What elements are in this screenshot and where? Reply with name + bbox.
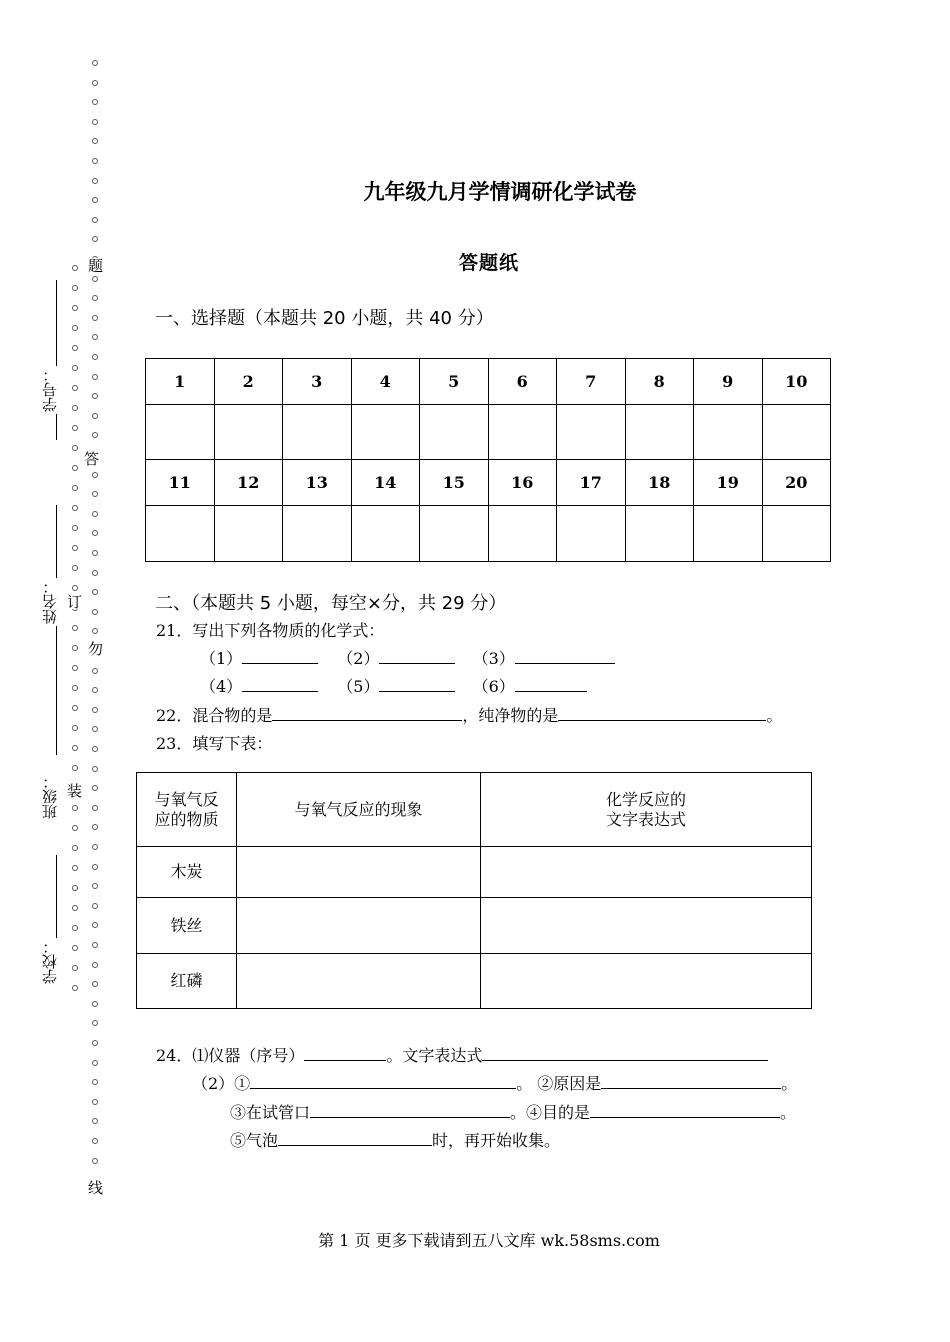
binding-dot	[92, 922, 98, 928]
q24-line1	[156, 1042, 768, 1070]
binding-dot	[92, 119, 98, 125]
answer-cell[interactable]	[762, 506, 831, 562]
binding-dot	[92, 864, 98, 870]
answer-cell[interactable]	[283, 405, 352, 460]
reaction-col1-header	[137, 773, 237, 847]
answer-cell[interactable]	[557, 405, 626, 460]
seal-word-ding: 订	[65, 594, 83, 609]
question-number-cell: 2	[214, 359, 283, 405]
q21-blank-2[interactable]	[379, 645, 455, 664]
seal-word-da: 答	[82, 451, 100, 466]
binding-dot	[72, 945, 78, 951]
binding-dot	[92, 805, 98, 811]
answer-cell[interactable]	[694, 405, 763, 460]
binding-dot	[72, 465, 78, 471]
q21-blank-3[interactable]	[515, 645, 615, 664]
binding-dot	[92, 158, 98, 164]
q21-p1: （1）	[200, 649, 243, 668]
question-number-cell: 11	[146, 460, 215, 506]
binding-dot	[92, 99, 98, 105]
question-number-cell: 12	[214, 460, 283, 506]
seal-word-wu: 勿	[86, 641, 104, 656]
answer-cell[interactable]	[420, 506, 489, 562]
reaction-expression-cell[interactable]	[481, 954, 812, 1009]
answer-cell[interactable]	[557, 506, 626, 562]
binding-dot	[72, 405, 78, 411]
answer-cell[interactable]	[762, 405, 831, 460]
q21-blank-6[interactable]	[515, 673, 587, 692]
binding-dot	[92, 1158, 98, 1164]
binding-dot	[72, 425, 78, 431]
q21-p6: （6）	[472, 677, 515, 696]
binding-dot	[92, 60, 98, 66]
binding-dot	[92, 785, 98, 791]
q24-p1-blank[interactable]	[250, 1070, 516, 1089]
binding-dot	[92, 962, 98, 968]
binding-dot	[92, 942, 98, 948]
answer-cell[interactable]	[146, 405, 215, 460]
binding-dot	[92, 236, 98, 242]
binding-dot	[92, 354, 98, 360]
binding-dot	[72, 365, 78, 371]
choice-answer-grid	[145, 358, 831, 562]
binding-dot	[72, 625, 78, 631]
q24-line3	[230, 1099, 796, 1127]
reaction-col3-header	[481, 773, 812, 847]
question-number-cell: 18	[625, 460, 694, 506]
question-number-cell: 6	[488, 359, 557, 405]
binding-dot	[92, 746, 98, 752]
binding-dot	[72, 705, 78, 711]
binding-dot	[92, 903, 98, 909]
q21-blank-1[interactable]	[242, 645, 318, 664]
reaction-phenomenon-cell[interactable]	[237, 954, 481, 1009]
q21-p3: （3）	[472, 649, 515, 668]
q24-tube-blank[interactable]	[310, 1099, 510, 1118]
class-label: 班级：	[38, 773, 62, 821]
answer-cell[interactable]	[625, 506, 694, 562]
q23-stem: 23．填写下表：	[156, 734, 273, 753]
binding-dot	[92, 530, 98, 536]
q21-p5: （5）	[337, 677, 380, 696]
q24-bubble-label: ⑤气泡	[230, 1131, 279, 1150]
binding-dot	[92, 138, 98, 144]
binding-dot	[92, 334, 98, 340]
binding-dot	[92, 570, 98, 576]
q24-bubble-blank[interactable]	[278, 1127, 432, 1146]
answer-cell[interactable]	[694, 506, 763, 562]
binding-dot	[92, 1099, 98, 1105]
reaction-row-substance: 铁丝	[137, 898, 237, 954]
binding-dot	[92, 609, 98, 615]
binding-dot	[72, 865, 78, 871]
binding-dot	[92, 491, 98, 497]
q24-purpose-blank[interactable]	[590, 1099, 780, 1118]
seal-word-zhuang: 装	[65, 783, 83, 798]
answer-cell[interactable]	[214, 506, 283, 562]
binding-dot	[92, 393, 98, 399]
answer-cell[interactable]	[146, 506, 215, 562]
binding-dot	[72, 765, 78, 771]
binding-dot	[72, 905, 78, 911]
question-number-cell: 8	[625, 359, 694, 405]
binding-dot	[92, 550, 98, 556]
binding-dot	[72, 525, 78, 531]
q22-pure-label: ，纯净物的是	[462, 706, 559, 725]
q21-blank-4[interactable]	[242, 673, 318, 692]
binding-dot	[92, 668, 98, 674]
binding-dot	[72, 445, 78, 451]
binding-dot	[72, 485, 78, 491]
binding-dot	[72, 345, 78, 351]
binding-dot	[92, 315, 98, 321]
page-footer: 第 1 页 更多下载请到五八文库 wk.58sms.com	[318, 1231, 660, 1250]
binding-dot	[72, 305, 78, 311]
binding-dot	[92, 80, 98, 86]
binding-dot	[92, 374, 98, 380]
question-number-cell: 20	[762, 460, 831, 506]
question-number-cell: 14	[351, 460, 420, 506]
binding-dot	[92, 687, 98, 693]
binding-dot	[92, 766, 98, 772]
col1-line2: 应的物质	[154, 809, 219, 829]
question-number-cell: 19	[694, 460, 763, 506]
seal-word-ti: 题	[86, 258, 104, 273]
binding-dot	[72, 925, 78, 931]
col1-line1: 与氧气反	[154, 789, 219, 809]
binding-dot	[92, 1001, 98, 1007]
binding-dot	[72, 585, 78, 591]
name-label: 姓名：	[38, 578, 62, 626]
question-number-cell: 1	[146, 359, 215, 405]
binding-dot	[92, 726, 98, 732]
binding-dot	[92, 1040, 98, 1046]
binding-dot	[92, 883, 98, 889]
number-label: 学号：	[38, 366, 62, 414]
binding-dot	[92, 1020, 98, 1026]
q22-mixture-blank[interactable]	[272, 702, 462, 721]
binding-dotted-line	[92, 60, 102, 1180]
q24-line2-end: 。	[781, 1074, 798, 1093]
binding-dot	[92, 432, 98, 438]
q24-expression-blank[interactable]	[482, 1042, 768, 1061]
q24-instrument-label: 24．⑴仪器（序号）	[156, 1046, 305, 1065]
binding-dot	[72, 825, 78, 831]
binding-dot	[72, 725, 78, 731]
question-number-cell: 15	[420, 460, 489, 506]
binding-dot	[72, 805, 78, 811]
q21-row1	[200, 645, 615, 673]
reaction-row-substance: 木炭	[137, 847, 237, 898]
answer-cell[interactable]	[214, 405, 283, 460]
binding-dot	[72, 745, 78, 751]
col3-line2: 文字表达式	[605, 809, 686, 829]
section1-heading: 一、选择题（本题共 20 小题，共 40 分）	[155, 308, 494, 329]
answer-cell[interactable]	[420, 405, 489, 460]
q22-line	[156, 702, 782, 730]
answer-cell[interactable]	[351, 405, 420, 460]
binding-dot	[92, 824, 98, 830]
binding-inner-dotted-line	[72, 265, 82, 1000]
question-number-cell: 4	[351, 359, 420, 405]
name-class-underline	[56, 505, 57, 755]
q24-tube-label: ③在试管口	[230, 1103, 311, 1122]
answer-cell[interactable]	[283, 506, 352, 562]
answer-cell[interactable]	[625, 405, 694, 460]
binding-dot	[72, 565, 78, 571]
binding-dot	[92, 1060, 98, 1066]
binding-dot	[92, 844, 98, 850]
seal-word-xian: 线	[86, 1180, 104, 1195]
q24-p1-label: （2）①	[192, 1074, 251, 1093]
binding-dot	[72, 985, 78, 991]
question-number-cell: 16	[488, 460, 557, 506]
reaction-expression-cell[interactable]	[481, 898, 812, 954]
binding-dot	[92, 707, 98, 713]
binding-dot	[72, 665, 78, 671]
binding-dot	[92, 1079, 98, 1085]
answer-cell[interactable]	[351, 506, 420, 562]
answer-sheet-subtitle: 答题纸	[458, 252, 519, 274]
binding-dot	[92, 981, 98, 987]
question-number-cell: 17	[557, 460, 626, 506]
binding-dot	[72, 505, 78, 511]
binding-dot	[92, 1138, 98, 1144]
school-label: 学校：	[38, 938, 62, 986]
q21-stem: 21．写出下列各物质的化学式：	[156, 621, 385, 640]
section2-heading: 二、（本题共 5 小题，每空×分，共 29 分）	[155, 593, 507, 614]
q24-line2	[192, 1070, 797, 1098]
question-number-cell: 13	[283, 460, 352, 506]
question-number-cell: 5	[420, 359, 489, 405]
q24-expression-label: 。文字表达式	[386, 1046, 483, 1065]
binding-dot	[92, 217, 98, 223]
binding-dot	[72, 385, 78, 391]
reaction-col2-header: 与氧气反应的现象	[237, 773, 481, 847]
q21-p4: （4）	[200, 677, 243, 696]
binding-dot	[72, 685, 78, 691]
question-number-cell: 9	[694, 359, 763, 405]
binding-dot	[72, 645, 78, 651]
question-number-cell: 3	[283, 359, 352, 405]
binding-dot	[92, 511, 98, 517]
binding-dot	[72, 845, 78, 851]
binding-dot	[92, 276, 98, 282]
col3-line1: 化学反应的	[605, 789, 686, 809]
q24-line3-end: 。	[780, 1103, 797, 1122]
q24-reason-label: 。 ②原因是	[516, 1074, 602, 1093]
binding-dot	[92, 1118, 98, 1124]
q21-blank-5[interactable]	[379, 673, 455, 692]
q24-reason-blank[interactable]	[601, 1070, 781, 1089]
binding-dot	[92, 589, 98, 595]
q24-line4	[230, 1127, 560, 1155]
binding-dot	[72, 885, 78, 891]
answer-cell[interactable]	[488, 405, 557, 460]
q21-row2	[200, 673, 587, 701]
binding-dot	[72, 545, 78, 551]
page-title: 九年级九月学情调研化学试卷	[363, 180, 637, 204]
number-underline	[56, 280, 57, 440]
q24-purpose-label: 。④目的是	[510, 1103, 591, 1122]
binding-dot	[92, 295, 98, 301]
q22-mixture-label: 22．混合物的是	[156, 706, 273, 725]
binding-dot	[72, 965, 78, 971]
reaction-expression-cell[interactable]	[481, 847, 812, 898]
reaction-table	[136, 772, 812, 1009]
binding-dot	[92, 413, 98, 419]
reaction-phenomenon-cell[interactable]	[237, 847, 481, 898]
binding-dot	[72, 285, 78, 291]
binding-dot	[92, 628, 98, 634]
answer-cell[interactable]	[488, 506, 557, 562]
q21-p2: （2）	[337, 649, 380, 668]
question-number-cell: 10	[762, 359, 831, 405]
reaction-row-substance: 红磷	[137, 954, 237, 1009]
question-number-cell: 7	[557, 359, 626, 405]
q22-pure-blank[interactable]	[558, 702, 766, 721]
reaction-phenomenon-cell[interactable]	[237, 898, 481, 954]
binding-dot	[72, 325, 78, 331]
q22-end: 。	[766, 706, 783, 725]
q24-instrument-blank[interactable]	[304, 1042, 386, 1061]
binding-dot	[92, 472, 98, 478]
q24-collect-text: 时，再开始收集。	[432, 1131, 561, 1150]
